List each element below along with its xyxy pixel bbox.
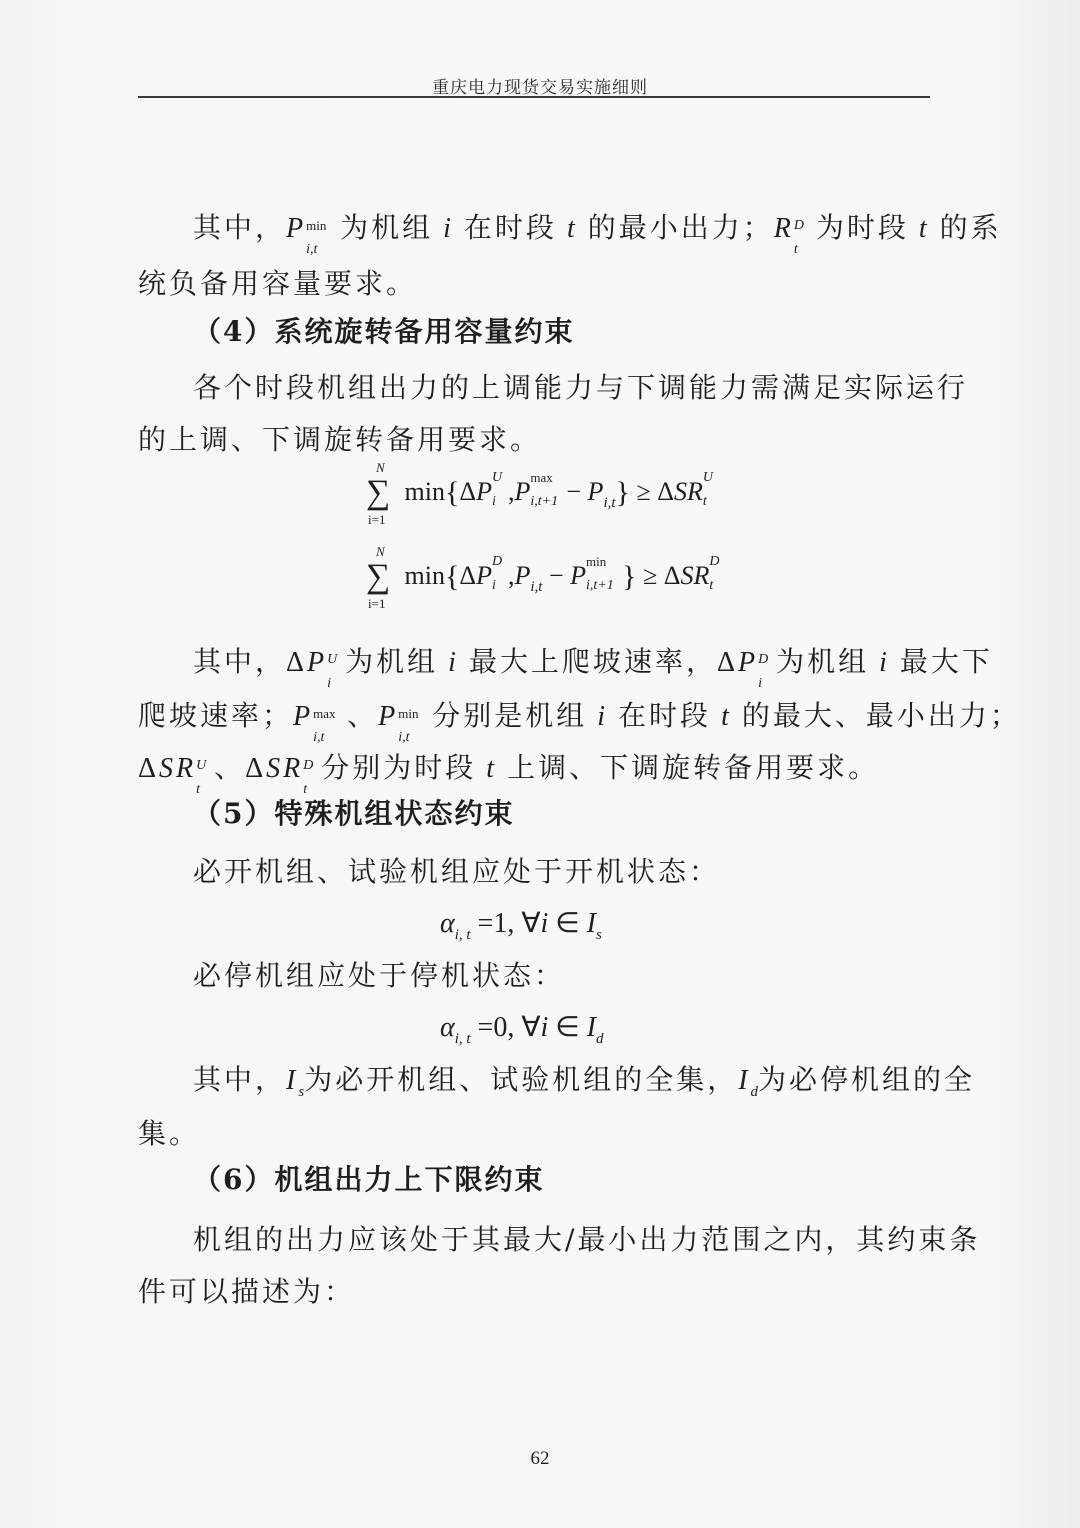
text-run: 为时段: [815, 211, 909, 244]
text-run: 其中，: [193, 211, 287, 244]
text-run: 的系: [939, 211, 1002, 244]
paragraph-line: 爬坡速率；P max i,t 、P min i,t 分别是机组 i 在时段 t 的最大、最小出力；: [138, 699, 1021, 745]
text-run: 在时段: [463, 211, 557, 244]
formula-down-reserve: ∑ N i=1 min{ΔP D i $,P_{i,t} - P$ min i,t+1 } ≥ ΔSR D t: [366, 544, 720, 611]
paragraph-line: 统负备用容量要求。: [138, 267, 418, 300]
paragraph-line: 必开机组、试验机组应处于开机状态：: [193, 855, 721, 888]
text-run: 的最小出力；: [587, 211, 774, 244]
sum-symbol: ∑ N i=1: [366, 460, 391, 527]
paragraph-line: 件可以描述为：: [138, 1275, 356, 1308]
equation-must-stop: $\alpha_{i, t} =0$, ∀i ∈ $I_d$: [440, 1012, 604, 1047]
header-rule: [138, 96, 930, 98]
formula-up-reserve: ∑ N i=1 min{ΔP U i ,P max i,t+1 − $P_{i,t}\} \ge \Delta SR$ U t: [366, 460, 713, 527]
paragraph-line: 必停机组应处于停机状态：: [193, 959, 566, 992]
paragraph-line: 各个时段机组出力的上调能力与下调能力需满足实际运行: [193, 371, 969, 404]
section-heading: （4）系统旋转备用容量约束: [193, 315, 575, 348]
sum-symbol: ∑ N i=1: [366, 544, 391, 611]
page-number: 62: [530, 1448, 550, 1469]
paragraph-line: ΔSR U t 、ΔSR D t 分别为时段 t 上调、下调旋转备用要求。: [138, 751, 880, 797]
paragraph-line: 其中，ΔP U i 为机组 i 最大上爬坡速率，ΔP D i 为机组 i 最大下: [193, 645, 993, 691]
paragraph-line: 其中，$I_s$为必开机组、试验机组的全集，$I_d$为必停机组的全: [193, 1063, 976, 1100]
section-heading: （5）特殊机组状态约束: [193, 797, 515, 830]
paragraph-line: 机组的出力应该处于其最大/最小出力范围之内，其约束条: [193, 1223, 981, 1256]
paragraph-line: 集。: [138, 1117, 201, 1150]
paragraph-line: 的上调、下调旋转备用要求。: [138, 423, 542, 456]
section-heading: （6）机组出力上下限约束: [193, 1163, 545, 1196]
running-header-title: 重庆电力现货交易实施细则: [432, 78, 648, 98]
paragraph-line: 其中，P min i,t 为机组 i 在时段 t 的最小出力；R D t 为时段 t 的系: [193, 211, 1002, 257]
text-run: 为机组: [340, 211, 434, 244]
equation-must-run: $\alpha_{i, t} =1$, ∀i ∈ $I_s$: [440, 908, 602, 943]
